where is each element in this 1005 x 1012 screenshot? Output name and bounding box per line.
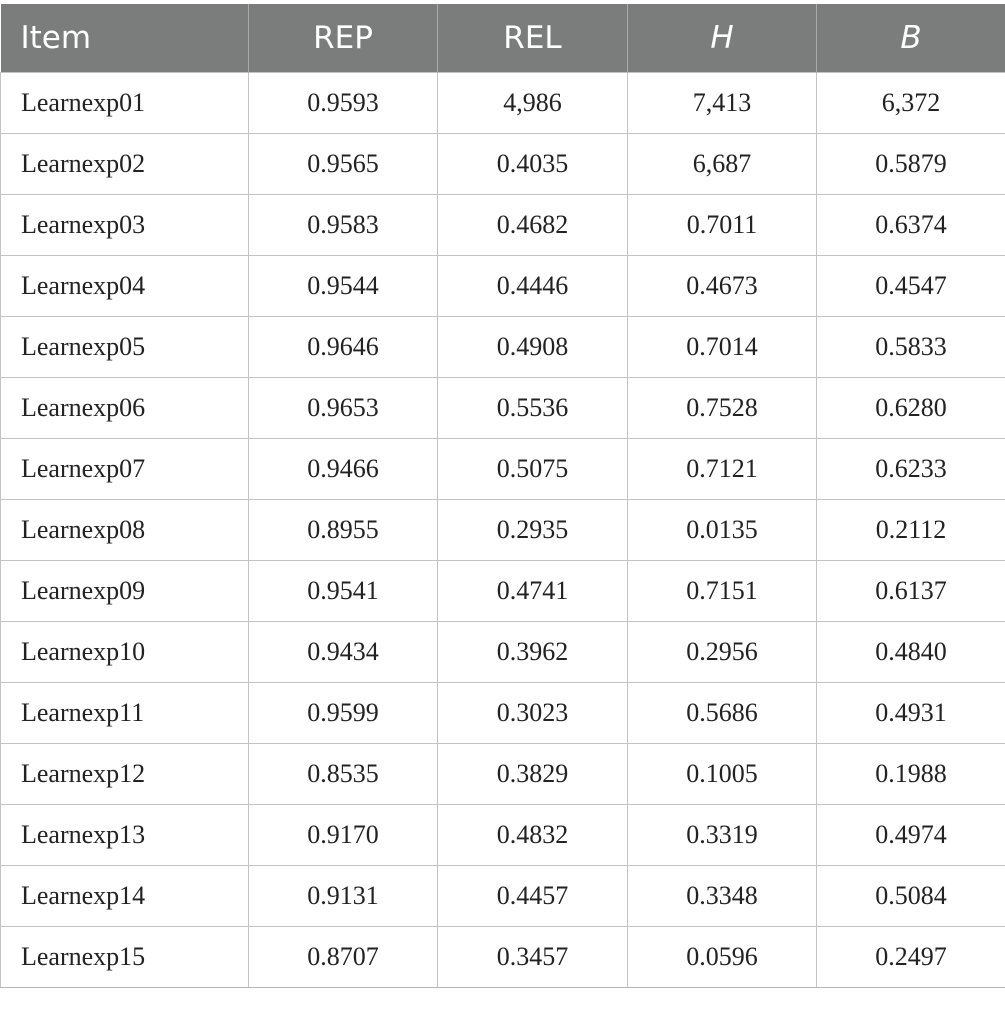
cell-h: 0.3348 [628,866,817,927]
cell-rep: 0.9544 [249,256,438,317]
table-row [1,134,1005,195]
cell-item: Learnexp03 [1,195,249,256]
table-header [1,4,1005,73]
cell-item: Learnexp11 [1,683,249,744]
cell-h: 0.7528 [628,378,817,439]
cell-rep: 0.8535 [249,744,438,805]
cell-rep: 0.9541 [249,561,438,622]
cell-rel: 0.5075 [438,439,628,500]
table-row [1,866,1005,927]
cell-h: 0.2956 [628,622,817,683]
cell-rep: 0.9599 [249,683,438,744]
data-table-container [0,4,1005,988]
cell-item: Learnexp06 [1,378,249,439]
cell-b: 0.2497 [817,927,1005,988]
cell-h: 0.0135 [628,500,817,561]
cell-rep: 0.9653 [249,378,438,439]
cell-b: 0.4840 [817,622,1005,683]
table-row [1,439,1005,500]
cell-rel: 0.4457 [438,866,628,927]
table-row [1,195,1005,256]
header-rel: REL [438,4,628,73]
table-row [1,73,1005,134]
cell-b: 0.6374 [817,195,1005,256]
cell-h: 0.3319 [628,805,817,866]
cell-b: 0.4547 [817,256,1005,317]
cell-b: 0.1988 [817,744,1005,805]
cell-b: 0.5833 [817,317,1005,378]
cell-item: Learnexp14 [1,866,249,927]
cell-item: Learnexp04 [1,256,249,317]
header-item: Item [1,4,249,73]
cell-item: Learnexp12 [1,744,249,805]
header-rep: REP [249,4,438,73]
item-statistics-table [0,4,1005,988]
header-h: H [628,4,817,73]
cell-rel: 0.4832 [438,805,628,866]
cell-b: 0.6137 [817,561,1005,622]
cell-rel: 0.4035 [438,134,628,195]
cell-rel: 0.3457 [438,927,628,988]
cell-rel: 0.4741 [438,561,628,622]
table-row [1,378,1005,439]
cell-h: 0.1005 [628,744,817,805]
cell-item: Learnexp15 [1,927,249,988]
cell-item: Learnexp13 [1,805,249,866]
cell-rel: 0.4908 [438,317,628,378]
cell-rep: 0.9646 [249,317,438,378]
cell-b: 0.6280 [817,378,1005,439]
cell-rel: 0.5536 [438,378,628,439]
cell-rep: 0.9565 [249,134,438,195]
cell-h: 0.7011 [628,195,817,256]
table-row [1,256,1005,317]
cell-b: 0.4931 [817,683,1005,744]
header-row [1,4,1005,73]
cell-h: 6,687 [628,134,817,195]
cell-rel: 4,986 [438,73,628,134]
cell-item: Learnexp08 [1,500,249,561]
cell-rel: 0.3962 [438,622,628,683]
cell-item: Learnexp10 [1,622,249,683]
cell-rel: 0.4682 [438,195,628,256]
cell-rep: 0.8707 [249,927,438,988]
cell-h: 0.7151 [628,561,817,622]
cell-rep: 0.9583 [249,195,438,256]
cell-rel: 0.4446 [438,256,628,317]
table-row [1,622,1005,683]
cell-item: Learnexp01 [1,73,249,134]
header-b: B [817,4,1005,73]
table-row [1,927,1005,988]
cell-h: 0.7121 [628,439,817,500]
cell-b: 6,372 [817,73,1005,134]
cell-rel: 0.2935 [438,500,628,561]
cell-b: 0.6233 [817,439,1005,500]
table-row [1,317,1005,378]
cell-item: Learnexp09 [1,561,249,622]
cell-item: Learnexp07 [1,439,249,500]
cell-rel: 0.3023 [438,683,628,744]
cell-rep: 0.8955 [249,500,438,561]
table-row [1,500,1005,561]
cell-rep: 0.9593 [249,73,438,134]
cell-h: 0.0596 [628,927,817,988]
cell-item: Learnexp05 [1,317,249,378]
table-row [1,805,1005,866]
cell-rep: 0.9466 [249,439,438,500]
cell-rel: 0.3829 [438,744,628,805]
table-row [1,683,1005,744]
cell-rep: 0.9131 [249,866,438,927]
cell-b: 0.5084 [817,866,1005,927]
cell-h: 0.5686 [628,683,817,744]
cell-b: 0.2112 [817,500,1005,561]
table-body [1,73,1005,988]
cell-h: 0.4673 [628,256,817,317]
cell-h: 7,413 [628,73,817,134]
table-row [1,744,1005,805]
cell-b: 0.5879 [817,134,1005,195]
cell-rep: 0.9434 [249,622,438,683]
cell-rep: 0.9170 [249,805,438,866]
cell-h: 0.7014 [628,317,817,378]
table-row [1,561,1005,622]
cell-item: Learnexp02 [1,134,249,195]
cell-b: 0.4974 [817,805,1005,866]
